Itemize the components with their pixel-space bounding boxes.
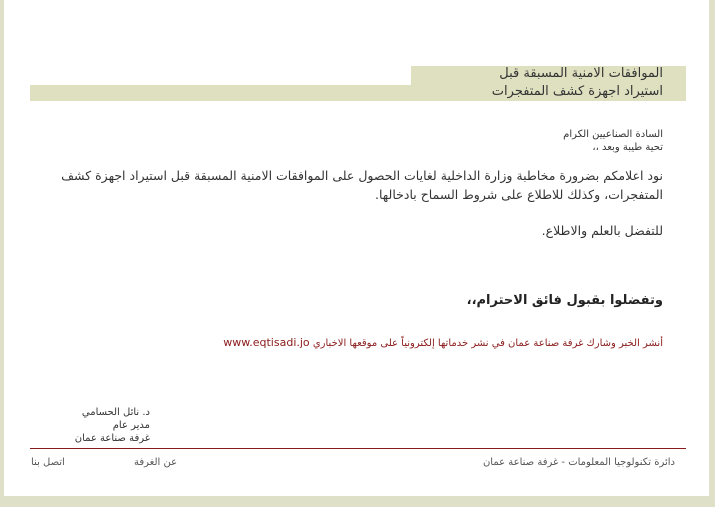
footer-contact-link[interactable]: اتصل بنا [31, 457, 65, 468]
share-notice [103, 336, 663, 351]
footer-about-link[interactable]: عن الغرفة [134, 457, 178, 468]
salutation [263, 128, 663, 154]
news-site-link[interactable]: www.eqtisadi.jo [223, 336, 310, 349]
salutation-line-2: تحية طيبة وبعد ،، [592, 142, 663, 153]
signature-name: د. نائل الحسامي [81, 407, 150, 418]
title-line-2: استيراد اجهزة كشف المتفجرات [491, 84, 663, 99]
signature-block [30, 406, 150, 445]
share-text: أنشر الخبر وشارك غرفة صناعة عمان في نشر خدماتها إلكترونياً على موقعها الاخباري [312, 338, 663, 349]
body-paragraph: نود اعلامكم بضرورة مخاطبة وزارة الداخلية لغايات الحصول على الموافقات الامنية المسبقة قبل استيراد اجهزة كشف المتفجرات، وكذلك للاطلاع على شروط السماح بادخالها. [61, 168, 663, 202]
footer-divider [30, 448, 686, 449]
title-line-1: الموافقات الامنية المسبقة قبل [499, 66, 663, 81]
signature-position: مدير عام [112, 420, 150, 431]
page-title [163, 65, 663, 101]
footer-department: دائرة تكنولوجيا المعلومات - غرفة صناعة عمان [482, 457, 675, 468]
body-note: للتفضل بالعلم والاطلاع. [541, 223, 663, 238]
closing-line: وتفضلوا بقبول فائق الاحترام،، [466, 293, 663, 308]
signature-organization: غرفة صناعة عمان [74, 433, 150, 444]
salutation-line-1: السادة الصناعيين الكرام [563, 129, 663, 140]
